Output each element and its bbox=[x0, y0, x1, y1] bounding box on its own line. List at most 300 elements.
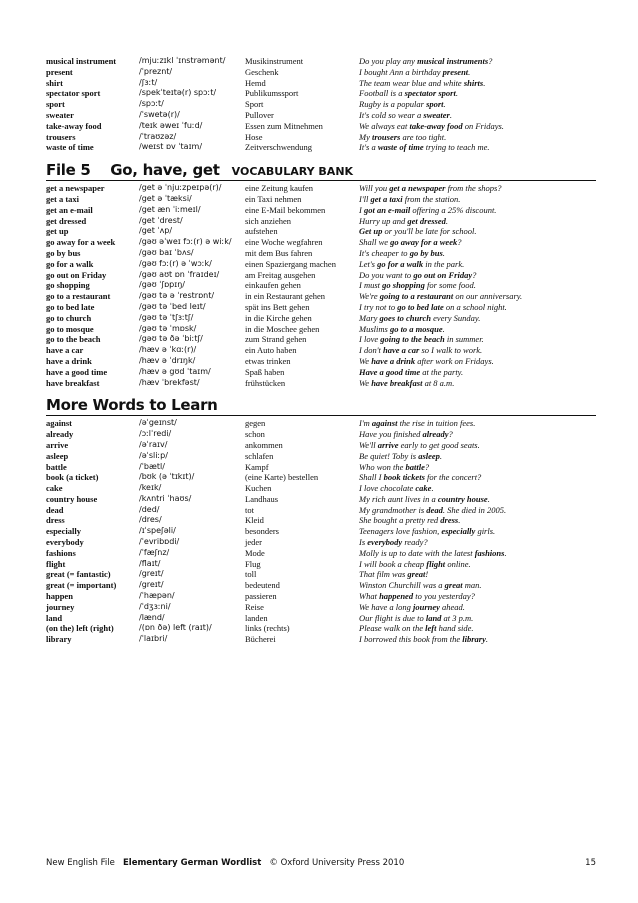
example-sentence bbox=[359, 418, 596, 429]
headword: have a drink bbox=[46, 355, 92, 366]
example-sentence bbox=[359, 378, 596, 389]
example-sentence bbox=[359, 569, 596, 580]
phonetic: /get æn ˈiːmeɪl/ bbox=[139, 204, 201, 214]
example-text: offering a 25% discount. bbox=[410, 204, 497, 215]
word-row bbox=[46, 259, 596, 270]
german-translation: tot bbox=[245, 504, 254, 515]
example-text: I try not to bbox=[359, 301, 398, 312]
word-row bbox=[46, 505, 596, 516]
word-row bbox=[46, 623, 596, 634]
word-row bbox=[46, 56, 596, 67]
example-keyword: shirts bbox=[463, 77, 484, 88]
example-sentence bbox=[359, 559, 596, 570]
example-text: Be quiet! Toby is bbox=[359, 450, 419, 461]
phonetic: /hæv ə gʊd ˈtaɪm/ bbox=[139, 366, 211, 376]
example-keyword: happened bbox=[379, 591, 414, 602]
example-keyword: have breakfast bbox=[371, 377, 423, 388]
headword: get up bbox=[46, 226, 69, 237]
example-text: Our flight is due to bbox=[359, 612, 426, 623]
example-text: ? bbox=[448, 429, 453, 440]
example-sentence bbox=[359, 248, 596, 259]
phonetic: /əˈsliːp/ bbox=[139, 450, 168, 460]
example-keyword: book tickets bbox=[383, 472, 425, 483]
german-translation: besonders bbox=[245, 526, 279, 537]
example-text: on our anniversary. bbox=[453, 291, 523, 302]
example-text: ? bbox=[472, 269, 477, 280]
headword: battle bbox=[46, 461, 67, 472]
example-sentence bbox=[359, 78, 596, 89]
headword: take-away food bbox=[46, 120, 102, 131]
example-text: girls. bbox=[475, 526, 496, 537]
example-text: Winston Churchill was a bbox=[359, 580, 445, 591]
headword: already bbox=[46, 429, 74, 440]
headword: get dressed bbox=[46, 215, 87, 226]
headword: go by bus bbox=[46, 247, 81, 258]
phonetic: /ded/ bbox=[139, 504, 160, 514]
example-text: Rugby is a popular bbox=[359, 99, 427, 110]
example-sentence bbox=[359, 132, 596, 143]
example-sentence bbox=[359, 526, 596, 537]
example-sentence bbox=[359, 334, 596, 345]
german-translation: Pullover bbox=[245, 109, 274, 120]
headword: especially bbox=[46, 526, 81, 537]
word-row bbox=[46, 569, 596, 580]
wordlist-page bbox=[46, 56, 596, 645]
example-sentence bbox=[359, 226, 596, 237]
example-text: . bbox=[468, 66, 471, 77]
example-text: . bbox=[439, 450, 443, 461]
example-text: We're bbox=[359, 291, 380, 302]
headword: arrive bbox=[46, 439, 69, 450]
headword: present bbox=[46, 66, 73, 77]
phonetic: /kʌntri ˈhaʊs/ bbox=[139, 493, 192, 503]
example-text: I'm bbox=[359, 418, 372, 429]
headword: go to a restaurant bbox=[46, 291, 111, 302]
word-row bbox=[46, 270, 596, 281]
file5-title: File 5 Go, have, get bbox=[46, 161, 220, 180]
word-row bbox=[46, 429, 596, 440]
phonetic: /əˈraɪv/ bbox=[139, 439, 168, 449]
example-keyword: land bbox=[425, 612, 442, 623]
phonetic: /get ˈdrest/ bbox=[139, 215, 183, 225]
example-sentence bbox=[359, 345, 596, 356]
footer-book: Elementary German Wordlist bbox=[122, 858, 262, 868]
example-keyword: asleep bbox=[418, 450, 440, 461]
example-text: from the shops? bbox=[445, 183, 502, 194]
word-row bbox=[46, 418, 596, 429]
example-text: at 3 p.m. bbox=[441, 612, 474, 623]
example-sentence bbox=[359, 537, 596, 548]
example-keyword: journey bbox=[412, 601, 440, 612]
word-row bbox=[46, 537, 596, 548]
headword: get an e-mail bbox=[46, 204, 93, 215]
page-footer bbox=[46, 858, 596, 868]
footer-series: New English File bbox=[46, 858, 115, 868]
example-text: . bbox=[485, 634, 489, 645]
german-translation: Sport bbox=[245, 99, 264, 110]
example-keyword: great bbox=[444, 580, 463, 591]
example-keyword: dress bbox=[440, 515, 459, 526]
example-keyword: get a newspaper bbox=[389, 183, 446, 194]
phonetic: /gəʊ tə ˈmɒsk/ bbox=[139, 323, 197, 333]
example-text: for some food. bbox=[424, 280, 476, 291]
word-row bbox=[46, 194, 596, 205]
example-sentence bbox=[359, 67, 596, 78]
example-sentence bbox=[359, 99, 596, 110]
phonetic: /lænd/ bbox=[139, 612, 165, 622]
german-translation: Zeitverschwendung bbox=[245, 142, 313, 153]
example-text: the rise in tuition fees. bbox=[397, 418, 476, 429]
example-sentence bbox=[359, 280, 596, 291]
example-text: We'll bbox=[359, 439, 378, 450]
german-translation: ein Taxi nehmen bbox=[245, 193, 302, 204]
example-sentence bbox=[359, 429, 596, 440]
word-row bbox=[46, 580, 596, 591]
example-sentence bbox=[359, 110, 596, 121]
phonetic: /gəʊ tə ˈbed leɪt/ bbox=[139, 301, 206, 311]
phonetic: /greɪt/ bbox=[139, 569, 164, 579]
phonetic: /ʃɜːt/ bbox=[139, 77, 158, 87]
example-keyword: get dressed bbox=[407, 215, 446, 226]
headword: dead bbox=[46, 504, 64, 515]
example-text: trying to teach me. bbox=[423, 142, 490, 153]
headword: country house bbox=[46, 493, 98, 504]
example-text: Mary bbox=[359, 312, 380, 323]
word-row bbox=[46, 367, 596, 378]
headword: dress bbox=[46, 515, 65, 526]
headword: waste of time bbox=[46, 142, 94, 153]
word-row bbox=[46, 324, 596, 335]
example-text: ? bbox=[424, 461, 430, 472]
example-keyword: go shopping bbox=[382, 280, 425, 291]
example-text: I don't bbox=[359, 345, 384, 356]
example-keyword: against bbox=[371, 418, 398, 429]
example-keyword: Get up bbox=[359, 226, 383, 237]
example-keyword: going to a restaurant bbox=[379, 291, 454, 302]
example-keyword: go away for a week bbox=[390, 237, 458, 248]
example-text: . She died in 2005. bbox=[442, 504, 507, 515]
example-keyword: get a taxi bbox=[370, 193, 403, 204]
example-keyword: goes to church bbox=[379, 312, 432, 323]
example-text: early to get good seats. bbox=[398, 439, 480, 450]
example-text: Do you play any bbox=[359, 56, 418, 66]
example-text: Let's bbox=[359, 258, 378, 269]
phonetic: /ˈlaɪbri/ bbox=[139, 634, 168, 644]
example-keyword: got an e-mail bbox=[363, 204, 411, 215]
phonetic: /gəʊ ˈʃɒpɪŋ/ bbox=[139, 280, 185, 290]
word-row bbox=[46, 462, 596, 473]
word-row bbox=[46, 237, 596, 248]
example-text: at the party. bbox=[420, 366, 464, 377]
example-keyword: left bbox=[425, 623, 437, 634]
example-text: Shall I bbox=[359, 472, 384, 483]
example-sentence bbox=[359, 88, 596, 99]
example-text: man. bbox=[462, 580, 482, 591]
example-text: on a school night. bbox=[443, 301, 507, 312]
example-sentence bbox=[359, 462, 596, 473]
file5-word-table bbox=[46, 183, 596, 388]
example-sentence bbox=[359, 623, 596, 634]
example-sentence bbox=[359, 613, 596, 624]
word-row bbox=[46, 483, 596, 494]
german-translation: in die Moschee gehen bbox=[245, 323, 320, 334]
headword: have breakfast bbox=[46, 377, 100, 388]
headword: go to the beach bbox=[46, 334, 101, 345]
german-translation: aufstehen bbox=[245, 226, 278, 237]
example-text: We bbox=[359, 377, 372, 388]
word-row bbox=[46, 494, 596, 505]
example-sentence bbox=[359, 591, 596, 602]
example-text: . bbox=[445, 215, 449, 226]
german-translation: Spaß haben bbox=[245, 366, 285, 377]
example-text: My rich aunt lives in a bbox=[359, 493, 438, 504]
file5-heading bbox=[46, 161, 596, 181]
phonetic: /gəʊ tə ə ˈrestrɒnt/ bbox=[139, 291, 215, 301]
phonetic: /greɪt/ bbox=[139, 580, 164, 590]
example-sentence bbox=[359, 440, 596, 451]
example-text: I borrowed this book from the bbox=[359, 634, 463, 645]
german-translation: Kampf bbox=[245, 461, 269, 472]
word-row bbox=[46, 548, 596, 559]
example-keyword: sweater bbox=[423, 109, 450, 120]
german-translation: frühstücken bbox=[245, 377, 286, 388]
example-text: Do you want to bbox=[359, 269, 414, 280]
german-translation: einen Spaziergang machen bbox=[245, 258, 336, 269]
word-row bbox=[46, 440, 596, 451]
phonetic: /(ɒn ðə) left (raɪt)/ bbox=[139, 623, 212, 633]
word-row bbox=[46, 634, 596, 645]
example-text: every Sunday. bbox=[431, 312, 481, 323]
example-text: Who won the bbox=[359, 461, 406, 472]
headword: get a newspaper bbox=[46, 183, 105, 194]
word-row bbox=[46, 613, 596, 624]
example-text: . bbox=[504, 547, 507, 558]
german-translation: Landhaus bbox=[245, 493, 279, 504]
german-translation: mit dem Bus fahren bbox=[245, 247, 313, 258]
german-translation: eine Zeitung kaufen bbox=[245, 183, 313, 194]
example-text: We always eat bbox=[359, 120, 410, 131]
german-translation: schlafen bbox=[245, 450, 274, 461]
example-text: It's cheaper to bbox=[359, 247, 410, 258]
headword: flight bbox=[46, 558, 66, 569]
example-keyword: dead bbox=[426, 504, 443, 515]
example-keyword: Have a good time bbox=[359, 366, 421, 377]
phonetic: /spɔːt/ bbox=[139, 99, 164, 109]
example-keyword: go to a mosque bbox=[389, 323, 443, 334]
phonetic: /hæv ə ˈkɑː(r)/ bbox=[139, 345, 197, 355]
example-text: . bbox=[449, 109, 452, 120]
example-sentence bbox=[359, 56, 596, 67]
german-translation: Mode bbox=[245, 547, 265, 558]
phonetic: /get ˈʌp/ bbox=[139, 226, 173, 236]
example-text: Muslims bbox=[359, 323, 390, 334]
example-sentence bbox=[359, 494, 596, 505]
file5-subtitle: VOCABULARY BANK bbox=[231, 165, 354, 179]
example-text: We have a long bbox=[359, 601, 413, 612]
example-sentence bbox=[359, 142, 596, 153]
example-keyword: go to bed late bbox=[397, 301, 444, 312]
german-translation: spät ins Bett gehen bbox=[245, 301, 310, 312]
headword: have a car bbox=[46, 345, 84, 356]
word-row bbox=[46, 334, 596, 345]
phonetic: /gəʊ tə ˈtʃɜːtʃ/ bbox=[139, 312, 194, 322]
phonetic: /teɪk əweɪ ˈfuːd/ bbox=[139, 120, 203, 130]
example-sentence bbox=[359, 515, 596, 526]
headword: against bbox=[46, 418, 72, 429]
example-text: ! bbox=[425, 569, 429, 580]
phonetic: /gəʊ əˈweɪ fɔː(r) ə wiːk/ bbox=[139, 237, 232, 247]
word-row bbox=[46, 559, 596, 570]
example-text: hand side. bbox=[436, 623, 474, 634]
example-sentence bbox=[359, 121, 596, 132]
phonetic: /hæv ə ˈdrɪŋk/ bbox=[139, 355, 196, 365]
example-text: . bbox=[455, 88, 458, 99]
example-keyword: sport bbox=[426, 99, 444, 110]
phonetic: /gəʊ tə ðə ˈbiːtʃ/ bbox=[139, 334, 203, 344]
german-translation: Hose bbox=[245, 131, 263, 142]
example-text: . bbox=[431, 483, 434, 494]
word-row bbox=[46, 248, 596, 259]
example-sentence bbox=[359, 259, 596, 270]
more-title: More Words to Learn bbox=[46, 396, 218, 415]
phonetic: /flaɪt/ bbox=[139, 558, 161, 568]
phonetic: /bʊk (ə ˈtɪkɪt)/ bbox=[139, 472, 195, 482]
headword: book (a ticket) bbox=[46, 472, 99, 483]
headword: happen bbox=[46, 591, 73, 602]
german-translation: einkaufen gehen bbox=[245, 280, 301, 291]
german-translation: ein Auto haben bbox=[245, 345, 297, 356]
word-row bbox=[46, 67, 596, 78]
german-translation: (eine Karte) bestellen bbox=[245, 472, 319, 483]
example-text: from the station. bbox=[402, 193, 461, 204]
german-translation: am Freitag ausgehen bbox=[245, 269, 316, 280]
example-sentence bbox=[359, 472, 596, 483]
phonetic: /ˈpreznt/ bbox=[139, 66, 173, 76]
headword: go shopping bbox=[46, 280, 90, 291]
more-heading bbox=[46, 396, 596, 416]
headword: have a good time bbox=[46, 366, 108, 377]
phonetic: /weɪst ɒv ˈtaɪm/ bbox=[139, 142, 203, 152]
example-keyword: country house bbox=[437, 493, 488, 504]
headword: shirt bbox=[46, 77, 63, 88]
headword: great (= important) bbox=[46, 580, 117, 591]
example-text: ? bbox=[457, 237, 462, 248]
example-text: Have you finished bbox=[359, 429, 423, 440]
example-text: to you yesterday? bbox=[413, 591, 475, 602]
top-word-table bbox=[46, 56, 596, 153]
german-translation: eine E-Mail bekommen bbox=[245, 204, 326, 215]
german-translation: Publikumssport bbox=[245, 88, 299, 99]
example-text: We bbox=[359, 355, 372, 366]
example-text: Shall we bbox=[359, 237, 391, 248]
word-row bbox=[46, 78, 596, 89]
example-keyword: fashions bbox=[474, 547, 505, 558]
example-text: . bbox=[443, 99, 446, 110]
word-row bbox=[46, 88, 596, 99]
phonetic: /mjuːzɪkl ˈɪnstrəmənt/ bbox=[139, 56, 226, 65]
example-sentence bbox=[359, 324, 596, 335]
example-sentence bbox=[359, 183, 596, 194]
example-text: online. bbox=[445, 558, 471, 569]
phonetic: /gəʊ fɔː(r) ə ˈwɔːk/ bbox=[139, 258, 212, 268]
word-row bbox=[46, 226, 596, 237]
example-text: ahead. bbox=[439, 601, 465, 612]
example-keyword: waste of time bbox=[377, 142, 424, 153]
german-translation: Musikinstrument bbox=[245, 56, 304, 66]
headword: asleep bbox=[46, 450, 69, 461]
german-translation: links (rechts) bbox=[245, 623, 290, 634]
example-keyword: trousers bbox=[371, 131, 401, 142]
word-row bbox=[46, 356, 596, 367]
phonetic: /ˈtraʊzəz/ bbox=[139, 131, 177, 141]
example-text: Will you bbox=[359, 183, 390, 194]
german-translation: jeder bbox=[245, 537, 262, 548]
example-keyword: everybody bbox=[367, 537, 403, 548]
example-text: I love chocolate bbox=[359, 483, 416, 494]
example-text: . bbox=[442, 323, 445, 334]
german-translation: passieren bbox=[245, 591, 277, 602]
headword: spectator sport bbox=[46, 88, 101, 99]
example-text: I bought Ann a birthday bbox=[359, 66, 443, 77]
headword: great (= fantastic) bbox=[46, 569, 111, 580]
example-sentence bbox=[359, 580, 596, 591]
example-text: The team wear blue and white bbox=[359, 77, 464, 88]
word-row bbox=[46, 378, 596, 389]
word-row bbox=[46, 472, 596, 483]
example-text: It's cold so wear a bbox=[359, 109, 424, 120]
example-keyword: great bbox=[407, 569, 426, 580]
footer-credit bbox=[46, 858, 404, 868]
example-sentence bbox=[359, 634, 596, 645]
german-translation: ankommen bbox=[245, 439, 283, 450]
example-text: I'll bbox=[359, 193, 371, 204]
example-text: It's a bbox=[359, 142, 378, 153]
headword: go away for a week bbox=[46, 237, 116, 248]
example-keyword: go for a walk bbox=[377, 258, 424, 269]
example-sentence bbox=[359, 291, 596, 302]
example-keyword: go out on Friday bbox=[413, 269, 473, 280]
example-text: My bbox=[359, 131, 372, 142]
example-keyword: arrive bbox=[377, 439, 399, 450]
word-row bbox=[46, 110, 596, 121]
example-text: at 8 a.m. bbox=[422, 377, 455, 388]
german-translation: Kuchen bbox=[245, 483, 272, 494]
example-keyword: already bbox=[422, 429, 449, 440]
phonetic: /gəʊ aʊt ɒn ˈfraɪdeɪ/ bbox=[139, 269, 220, 279]
example-text: . bbox=[458, 515, 461, 526]
example-keyword: musical instruments bbox=[417, 56, 489, 66]
example-keyword: battle bbox=[405, 461, 425, 472]
word-row bbox=[46, 302, 596, 313]
german-translation: toll bbox=[245, 569, 257, 580]
example-text: Football is a bbox=[359, 88, 405, 99]
german-translation: in die Kirche gehen bbox=[245, 312, 312, 323]
example-text: in summer. bbox=[444, 334, 484, 345]
german-translation: Reise bbox=[245, 601, 264, 612]
german-translation: gegen bbox=[245, 418, 266, 429]
phonetic: /ˈswetə(r)/ bbox=[139, 109, 180, 119]
word-row bbox=[46, 291, 596, 302]
german-translation: schon bbox=[245, 429, 265, 440]
headword: land bbox=[46, 612, 63, 623]
headword: go out on Friday bbox=[46, 269, 107, 280]
example-text: . bbox=[487, 493, 490, 504]
example-sentence bbox=[359, 602, 596, 613]
headword: trousers bbox=[46, 131, 76, 142]
example-text: so I walk to work. bbox=[419, 345, 483, 356]
example-sentence bbox=[359, 367, 596, 378]
headword: go to church bbox=[46, 312, 92, 323]
